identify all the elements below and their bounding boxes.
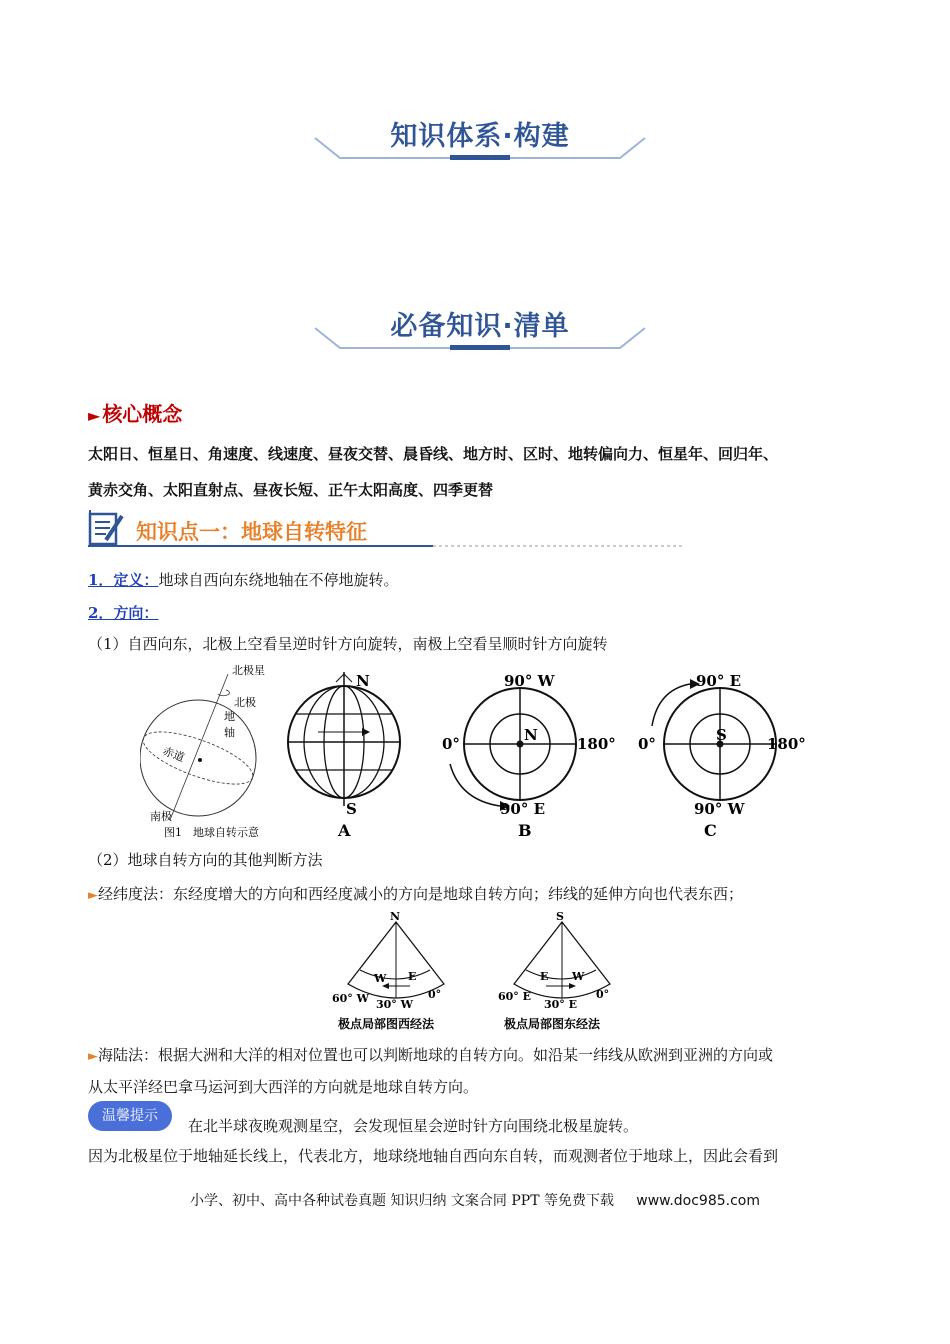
b-left-label: 0° <box>442 735 460 753</box>
latlon-text: 经纬度法：东经度增大的方向和西经度减小的方向是地球自转方向；纬线的延伸方向也代表东西； <box>98 885 744 903</box>
knowledge-point-title: 知识点一：地球自转特征 <box>136 520 367 544</box>
direction-label: 2．方向： <box>88 604 159 622</box>
triangle-bullet-icon: ► <box>88 888 98 903</box>
tip-badge: 温馨提示 <box>88 1101 172 1131</box>
banner-title: 知识体系·构建 <box>390 121 570 152</box>
figure-c-label: C <box>704 821 717 840</box>
landsea-method <box>88 1040 878 1102</box>
landsea-text-1: 海陆法：根据大洲和大洋的相对位置也可以判断地球的自转方向。如沿某一纬线从欧洲到亚洲的方向或 <box>98 1046 774 1064</box>
sector-figure-east <box>494 908 634 1034</box>
sector-figure-west <box>326 908 466 1034</box>
direction-sub2: （2）地球自转方向的其他判断方法 <box>88 851 323 869</box>
polar-view-figure-b <box>420 668 620 842</box>
notepad-icon <box>86 508 126 548</box>
axis-label-2: 轴 <box>224 726 235 739</box>
south-pole-label: 南极 <box>150 810 172 823</box>
b-center-label: N <box>524 726 538 744</box>
triangle-bullet-icon: ► <box>88 406 101 425</box>
core-concepts-heading <box>88 398 182 427</box>
se-right-label: 0° <box>596 988 610 1001</box>
se-mid-label: 30° E <box>544 998 578 1011</box>
figure-b-label: B <box>518 821 532 840</box>
triangle-bullet-icon: ► <box>88 1049 98 1064</box>
definition-text: 地球自西向东绕地轴在不停地旋转。 <box>158 571 399 589</box>
earth-rotation-figure <box>140 660 280 840</box>
concepts-line: 黄赤交角、太阳直射点、昼夜长短、正午太阳高度、四季更替 <box>88 481 494 499</box>
c-center-label: S <box>716 726 727 744</box>
tip-line1: 在北半球夜晚观测星空，会发现恒星会逆时针方向围绕北极星旋转。 <box>188 1117 639 1135</box>
b-bottom-label: 90° E <box>500 800 546 818</box>
axis-label-1: 地 <box>224 710 235 723</box>
concepts-line: 太阳日、恒星日、角速度、线速度、昼夜交替、晨昏线、地方时、区时、地转偏向力、恒星年、回归年、 <box>88 445 779 463</box>
figure-a-label: A <box>338 821 351 840</box>
equator-label: 赤道 <box>160 744 187 765</box>
sw-w-label: W <box>374 972 387 985</box>
direction-row <box>88 601 158 625</box>
core-concepts-list <box>88 436 868 508</box>
figure1-caption: 图1 地球自转示意 <box>164 826 259 839</box>
polar-view-figure-c <box>612 668 812 842</box>
north-pole-label: 北极 <box>234 696 256 709</box>
c-left-label: 0° <box>638 735 656 753</box>
section-banner-system <box>200 110 760 170</box>
c-top-label: 90° E <box>696 672 742 690</box>
sw-left-label: 60° W <box>332 992 369 1005</box>
sw-caption: 极点局部图西经法 <box>338 1017 435 1031</box>
se-w-label: W <box>572 970 585 983</box>
c-right-label: 180° <box>767 735 806 753</box>
banner-title: 必备知识·清单 <box>390 311 570 342</box>
se-pole-label: S <box>556 910 564 923</box>
b-right-label: 180° <box>577 735 616 753</box>
sw-e-label: E <box>408 970 417 983</box>
footer-text: 小学、初中、高中各种试卷真题 知识归纳 文案合同 PPT 等免费下载 <box>190 1193 614 1209</box>
c-bottom-label: 90° W <box>694 800 745 818</box>
landsea-text-2: 从太平洋经巴拿马运河到大西洋的方向就是地球自转方向。 <box>88 1078 479 1096</box>
se-e-label: E <box>540 970 549 983</box>
definition-label: 1．定义： <box>88 571 159 589</box>
direction-sub1: （1）自西向东，北极上空看呈逆时针方向旋转，南极上空看呈顺时针方向旋转 <box>88 635 608 653</box>
definition-row <box>88 568 398 592</box>
core-heading-text: 核心概念 <box>102 402 183 426</box>
globe-figure-a <box>284 668 404 842</box>
south-label: S <box>346 800 357 818</box>
latlon-method <box>88 882 743 908</box>
section-banner-checklist <box>200 300 760 360</box>
north-label: N <box>356 672 370 690</box>
kp-divider <box>88 544 683 550</box>
footer-url[interactable]: www.doc985.com <box>636 1193 760 1209</box>
page-footer <box>0 1190 950 1210</box>
b-top-label: 90° W <box>504 672 555 690</box>
polaris-label: 北极星 <box>232 664 265 677</box>
se-left-label: 60° E <box>498 990 532 1003</box>
sw-right-label: 0° <box>428 988 442 1001</box>
sw-mid-label: 30° W <box>376 998 413 1011</box>
tip-line2: 因为北极星位于地轴延长线上，代表北方，地球绕地轴自西向东自转，而观测者位于地球上，因此会看到 <box>88 1147 779 1165</box>
se-caption: 极点局部图东经法 <box>504 1017 601 1031</box>
sw-pole-label: N <box>390 910 401 923</box>
